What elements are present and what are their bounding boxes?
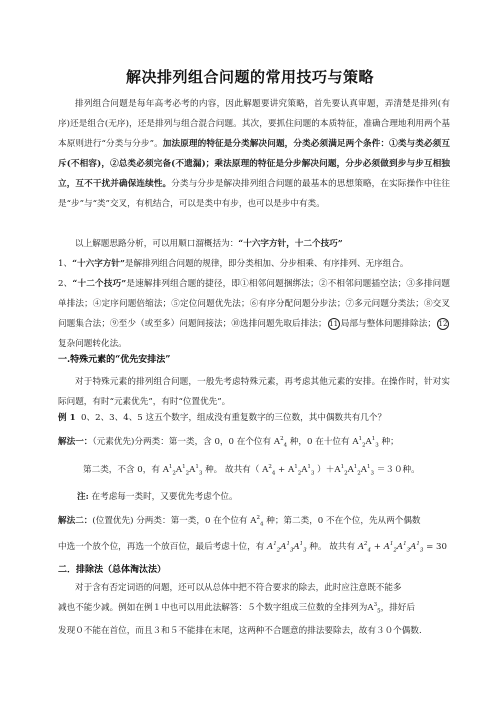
intro-paragraph: 排列组合问题是每年高考必考的内容，因此解题要讲究策略，首先要认真审题，弄清楚是排列(有序)还是组合(无序)，还是排列与组合混合问题。其次，要抓住问题的本质特征，准确合理地利用两个基本原则进行“分类与分步”。加法原理的特征是分类解决问题，分类必须满足两个条件：①类与类必须互斥(不相容)，②总类必须完备(不遗漏)；乘法原理的特征是分步解决问题，分步必须做到步与步互相独立，互不干扰并确保连续性。分类与分步是解决排列组合问题的最基本的思想策略，在实际操作中往往是“步”与“类”交叉，有机结合，可以是类中有步，也可以是步中有类。 [58,99,450,209]
section-2-heading: 二．排除法（总体淘汰法） [58,565,167,575]
section-2-line-2: 减也不能少减。例如在例１中也可以用此法解答：５个数字组成三位数的全排列为$A^3_5$，排好后 [58,602,415,615]
section-1-heading: 一.特殊元素的“优先安排法” [58,355,171,365]
item-1: 1、“十六字方针”是解排列组合问题的规律，即分类相加、分步相乘、有序排列、无序组合。 [58,259,409,269]
solution-2-line-2: 中选一个放个位，再选一个放百位，最后考虑十位，有 $A^1_2A^1_3A^1_3$ 种。 故共有 $A^2_4 + A^1_2A^1_3A^1_3 = 30$ [58,541,447,554]
example-1: 例 1 0、2、3、4、5 这五个数字，组成没有重复数字的三位数，其中偶数共有几个？ [58,413,387,423]
intro-bold-text: 加法原理的特征是分类解决问题，分类必须满足两个条件：①类与类必须互斥(不相容)，②总类必须完备(不遗漏)；乘法原理的特征是分步解决问题，分步必须做到步与步互相独立，互不干扰并确保连续性。 [58,139,450,189]
circled-12-icon: 12 [438,319,448,328]
formula-a21a31: $A^1_2A^1_3$ [352,436,379,449]
section-2-line-3: 发现０不能在首位，而且３和５不能排在末尾，这两种不合题意的排法要除去，故有３０个偶数. [58,626,422,636]
solution-1-line-2: 第二类，不含 0，有 $A^1_2A^1_2A^1_3$ 种。 故共有（ $A^2_4 + A^1_2A^1_3$ ）$+A^1_2A^1_2A^1_3 =30$种。 [83,464,420,477]
item-2: 2、“十二个技巧”是速解排列组合题的捷径，即①相邻问题捆绑法；②不相邻问题插空法；③多排问题单排法；④定序问题倍缩法；⑤定位问题优先法；⑥有序分配问题分步法；⑦多元问题分类法；⑧交叉问题集合法；⑨至少（或至多）问题间接法；⑩选排问题先取后排法； 11 局部与整体问题排除法； 12复杂问题转化法。 [58,279,451,349]
section-1-text: 对于特殊元素的排列组合问题，一般先考虑特殊元素，再考虑其他元素的安排。在操作时，针对实际问题，有时“元素优先”，有时“位置优先”。 [58,377,450,407]
circled-11-icon: 11 [329,319,339,328]
formula-a42: $A^2_4$ [273,436,288,449]
section-2-line-1: 对于含有否定词语的问题，还可以从总体中把不符合要求的除去，此时应注意既不能多 [75,583,402,593]
note-line: 注: 在考虑每一类时，又要优先考虑个位。 [77,492,238,502]
summary-line: 以上解题思路分析，可以用顺口溜概括为：“十六字方针，十二个技巧” [75,239,343,249]
document-title: 解决排列组合问题的常用技巧与策略 [125,68,374,86]
solution-1-line-1: 解法一：（元素优先)分两类：第一类，含 0，0 在个位有 $A^2_4$ 种，0 在十位有 $A^1_2A^1_3$ 种； [58,436,399,449]
solution-2-line-1: 解法二：(位置优先) 分两类：第一类，0 在个位有 $A^2_4$ 种；第二类，0 不在个位，先从两个偶数 [58,515,421,528]
